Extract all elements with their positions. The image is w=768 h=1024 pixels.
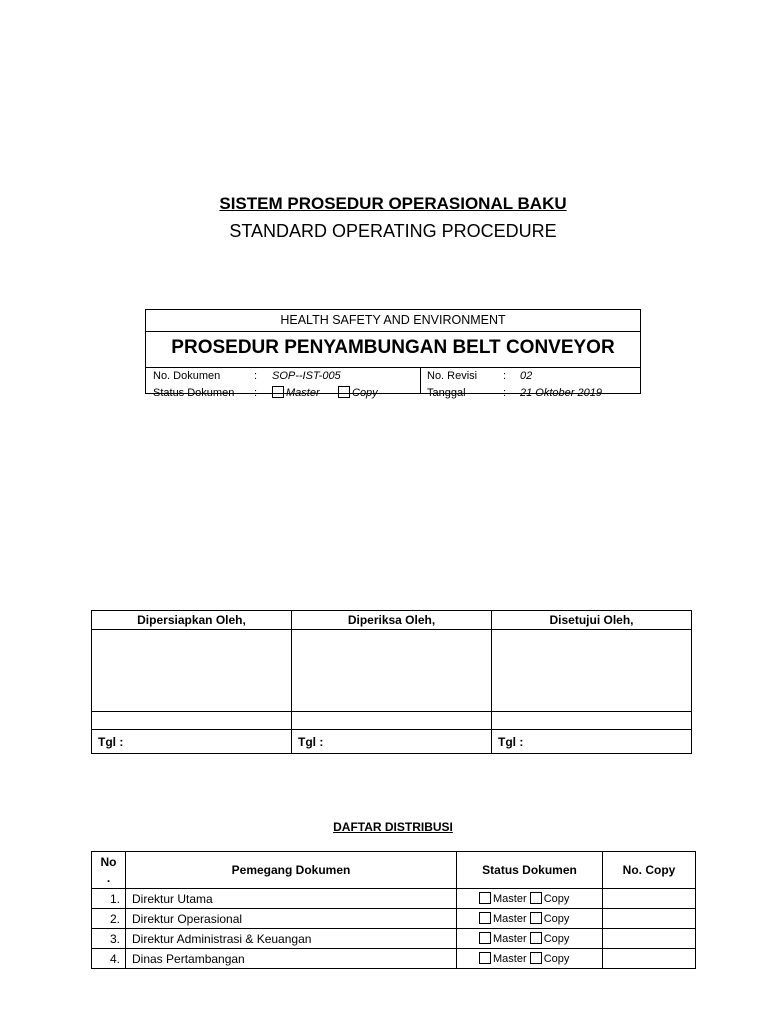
divider: [420, 367, 421, 393]
copy-checkbox[interactable]: [530, 952, 542, 964]
status-cell[interactable]: [457, 949, 603, 969]
approved-by-header: Disetujui Oleh,: [492, 611, 692, 630]
copy-checkbox[interactable]: [530, 892, 542, 904]
approved-signature-cell[interactable]: [492, 630, 692, 712]
master-label: Master: [493, 913, 527, 925]
approved-date-cell[interactable]: Tgl :: [492, 730, 692, 754]
date-label: Tanggal: [427, 387, 466, 399]
checked-name-cell[interactable]: [292, 712, 492, 730]
master-label: Master: [493, 893, 527, 905]
approved-name-cell[interactable]: [492, 712, 692, 730]
status-cell[interactable]: [457, 909, 603, 929]
holder-header: Pemegang Dokumen: [126, 852, 457, 889]
prepared-name-cell[interactable]: [92, 712, 292, 730]
department-label: HEALTH SAFETY AND ENVIRONMENT: [146, 310, 640, 332]
checked-signature-cell[interactable]: [292, 630, 492, 712]
copy-label: Copy: [543, 913, 570, 925]
holder-name: Direktur Administrasi & Keuangan: [126, 929, 457, 949]
prepared-signature-cell[interactable]: [92, 630, 292, 712]
checked-date-cell[interactable]: Tgl :: [292, 730, 492, 754]
document-title: SISTEM PROSEDUR OPERASIONAL BAKU: [219, 194, 567, 213]
row-number: 2.: [92, 909, 126, 929]
revision-value: 02: [520, 370, 533, 382]
status-header: Status Dokumen: [457, 852, 603, 889]
revision-label: No. Revisi: [427, 370, 478, 382]
procedure-title: PROSEDUR PENYAMBUNGAN BELT CONVEYOR: [146, 331, 640, 368]
table-row: [92, 949, 696, 969]
doc-no-label: No. Dokumen: [153, 370, 221, 382]
copy-checkbox[interactable]: [338, 386, 350, 398]
prepared-date-cell[interactable]: Tgl :: [92, 730, 292, 754]
no-header: No .: [92, 852, 126, 889]
master-label: Master: [493, 953, 527, 965]
colon: :: [503, 387, 507, 399]
status-cell[interactable]: [457, 929, 603, 949]
copy-option[interactable]: [338, 386, 378, 400]
document-subtitle: STANDARD OPERATING PROCEDURE: [229, 221, 557, 241]
copy-label: Copy: [543, 893, 570, 905]
copy-label: Copy: [543, 953, 570, 965]
row-number: 4.: [92, 949, 126, 969]
approval-table: [91, 610, 692, 754]
table-row: [92, 909, 696, 929]
master-label: Master: [493, 933, 527, 945]
holder-name: Dinas Pertambangan: [126, 949, 457, 969]
row-number: 1.: [92, 889, 126, 909]
master-checkbox[interactable]: [479, 892, 491, 904]
colon: :: [254, 387, 258, 399]
master-checkbox[interactable]: [479, 932, 491, 944]
colon: :: [254, 370, 258, 382]
master-label: Master: [286, 387, 320, 399]
document-info-box: [145, 309, 641, 399]
copy-checkbox[interactable]: [530, 932, 542, 944]
doc-no-value: SOP--IST-005: [272, 370, 341, 382]
status-label: Status Dokumen: [153, 387, 235, 399]
master-checkbox[interactable]: [479, 952, 491, 964]
holder-name: Direktur Operasional: [126, 909, 457, 929]
copy-no-header: No. Copy: [603, 852, 696, 889]
distribution-table: [91, 851, 696, 969]
copy-label: Copy: [352, 387, 378, 399]
table-row: [92, 929, 696, 949]
master-checkbox[interactable]: [479, 912, 491, 924]
copy-no-cell[interactable]: [603, 949, 696, 969]
master-option[interactable]: [272, 386, 320, 400]
copy-no-cell[interactable]: [603, 929, 696, 949]
table-row: [92, 889, 696, 909]
copy-no-cell[interactable]: [603, 889, 696, 909]
row-number: 3.: [92, 929, 126, 949]
distribution-title: DAFTAR DISTRIBUSI: [333, 820, 453, 834]
copy-no-cell[interactable]: [603, 909, 696, 929]
colon: :: [503, 370, 507, 382]
date-value: 21 Oktober 2019: [520, 387, 602, 399]
holder-name: Direktur Utama: [126, 889, 457, 909]
master-checkbox[interactable]: [272, 386, 284, 398]
status-cell[interactable]: [457, 889, 603, 909]
prepared-by-header: Dipersiapkan Oleh,: [92, 611, 292, 630]
copy-label: Copy: [543, 933, 570, 945]
copy-checkbox[interactable]: [530, 912, 542, 924]
checked-by-header: Diperiksa Oleh,: [292, 611, 492, 630]
